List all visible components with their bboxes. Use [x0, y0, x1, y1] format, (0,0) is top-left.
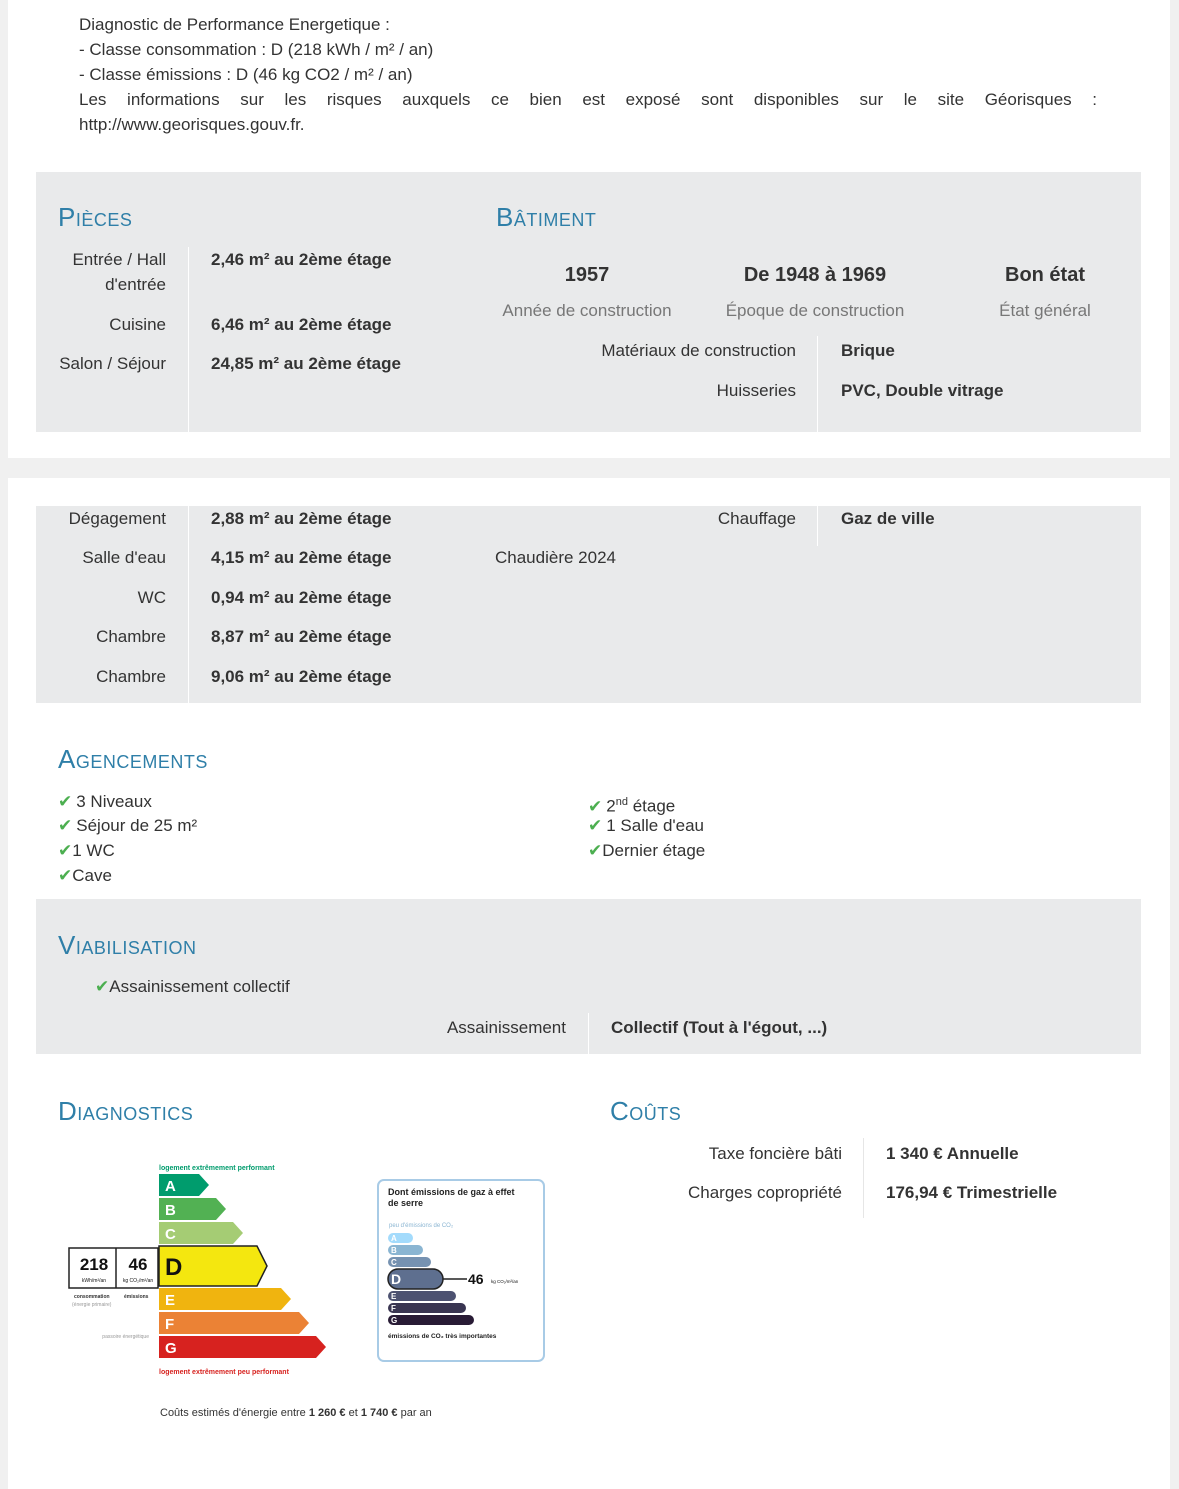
pieces-divider [188, 247, 189, 432]
diagnostics-title: Diagnostics [58, 1096, 194, 1126]
ges-title: Dont émissions de gaz à effet de serre [388, 1187, 515, 1208]
ges-unit: kg CO₂/m²/an [491, 1279, 519, 1284]
room-value: 2,46 m² au 2ème étage [211, 250, 392, 269]
room-value: 2,88 m² au 2ème étage [211, 509, 392, 528]
check-icon: ✔ [58, 866, 73, 885]
dpe-bar-letter: G [165, 1340, 177, 1357]
dpe-bars [159, 1174, 326, 1358]
feature-item: ✔ 3 Niveaux [58, 792, 152, 811]
check-icon: ✔ [58, 841, 73, 860]
general-condition: Bon état [1005, 264, 1085, 286]
materials-value: Brique [841, 341, 895, 360]
ges-bottom-label: émissions de CO₂ très importantes [388, 1333, 497, 1340]
ges-value: 46 [468, 1271, 484, 1287]
ges-bar-letter: D [391, 1271, 402, 1287]
dpe-bar-e [159, 1288, 291, 1310]
room-value: 24,85 m² au 2ème étage [211, 354, 401, 373]
materials-label: Matériaux de construction [601, 341, 796, 360]
dpe-emission-value: 46 [128, 1255, 148, 1274]
dpe-bar-letter: E [165, 1292, 176, 1309]
dpe-bar-letter: C [165, 1226, 176, 1243]
ges-bar-letter: E [391, 1292, 397, 1301]
check-icon: ✔ [58, 816, 73, 835]
feature-item: ✔ 1 Salle d'eau [588, 816, 705, 835]
sanitation-label: Assainissement [446, 1018, 566, 1037]
batiment-divider [817, 506, 818, 546]
condo-charges-label: Charges copropriété [687, 1183, 842, 1202]
ges-bar-letter: C [391, 1258, 397, 1267]
construction-period: De 1948 à 1969 [743, 264, 887, 286]
couts-title: Coûts [610, 1096, 682, 1126]
energy-cost-estimate: Coûts estimés d'énergie entre 1 260 € et 1 740 € par an [160, 1407, 432, 1419]
check-icon: ✔ [588, 816, 603, 835]
room-value: 4,15 m² au 2ème étage [211, 548, 392, 567]
boiler-note: Chaudière 2024 [495, 548, 616, 567]
ges-top-label: peu d'émissions de CO₂ [389, 1223, 454, 1229]
dpe-passoire: passoire énergétique [102, 1334, 149, 1340]
ges-bar-f [388, 1303, 466, 1313]
georisques-link[interactable]: http://www.georisques.gouv.fr. [79, 115, 305, 134]
dpe-conso-value: 218 [79, 1255, 109, 1274]
room-value: 6,46 m² au 2ème étage [211, 315, 392, 334]
general-condition-label: État général [999, 301, 1091, 320]
intro-line: - Classe consommation : D (218 kWh / m² / an) [79, 40, 434, 59]
feature-item: ✔ Séjour de 25 m² [58, 816, 198, 835]
ges-bar-letter: A [391, 1234, 397, 1243]
windows-value: PVC, Double vitrage [841, 381, 1004, 400]
heating-value: Gaz de ville [841, 509, 935, 528]
room-label: Dégagement [68, 509, 166, 528]
batiment-divider [817, 336, 818, 432]
pieces-title: Pièces [58, 202, 133, 232]
dpe-bar-f [159, 1312, 309, 1334]
sanitation-value: Collectif (Tout à l'égout, ...) [611, 1018, 828, 1037]
condo-charges-value: 176,94 € Trimestrielle [886, 1183, 1058, 1202]
ges-bar-g [388, 1315, 474, 1325]
room-value: 0,94 m² au 2ème étage [211, 588, 392, 607]
construction-period-label: Époque de construction [725, 301, 905, 320]
dpe-top-label: logement extrêmement performant [159, 1165, 275, 1172]
pieces-batiment-panel-continued [36, 506, 1141, 703]
check-icon: ✔ [95, 977, 110, 996]
room-label: Chambre [96, 627, 166, 646]
room-value: 9,06 m² au 2ème étage [211, 667, 392, 686]
viabilisation-title: Viabilisation [58, 930, 197, 960]
dpe-bar-letter: F [165, 1316, 175, 1333]
dpe-bar-letter: D [165, 1254, 183, 1281]
check-icon: ✔ [588, 841, 603, 860]
feature-item: ✔1 WC [58, 841, 115, 860]
room-label: Salle d'eau [82, 548, 166, 567]
dpe-conso-unit: kWh/m²/an [81, 1278, 107, 1284]
intro-line: Les informations sur les risques auxquels ce bien est exposé sont disponibles sur le site Géorisques : [79, 90, 1097, 109]
room-label: Cuisine [109, 315, 166, 334]
dpe-bar-letter: A [165, 1178, 176, 1195]
property-tax-label: Taxe foncière bâti [708, 1144, 842, 1163]
check-icon: ✔ [588, 796, 603, 816]
room-label: Salon / Séjour [59, 354, 166, 373]
dpe-intro-text [79, 12, 1097, 137]
ges-emission-label [377, 1179, 547, 1364]
ges-bar-letter: F [391, 1304, 396, 1313]
heating-label: Chauffage [717, 509, 796, 528]
dpe-emission-caption: émissions [124, 1294, 149, 1300]
check-icon: ✔ [58, 792, 73, 811]
ges-bar-letter: G [391, 1316, 398, 1325]
room-value: 8,87 m² au 2ème étage [211, 627, 392, 646]
ges-bar-letter: B [391, 1246, 397, 1255]
dpe-energy-label [60, 1158, 350, 1380]
room-label: Entrée / Hall d'entrée [72, 250, 166, 294]
dpe-bar-letter: B [165, 1202, 176, 1219]
windows-label: Huisseries [716, 381, 796, 400]
agencements-title: Agencements [58, 744, 208, 774]
construction-year-label: Année de construction [502, 301, 672, 320]
feature-item: ✔Assainissement collectif [95, 977, 290, 996]
room-label: WC [137, 588, 166, 607]
feature-item: ✔Dernier étage [588, 841, 706, 860]
intro-line: - Classe émissions : D (46 kg CO2 / m² / an) [79, 65, 413, 84]
pieces-divider [188, 506, 189, 703]
couts-divider [863, 1138, 864, 1218]
construction-year: 1957 [564, 264, 610, 286]
feature-item: ✔ 2nd étage [588, 796, 676, 816]
property-tax-value: 1 340 € Annuelle [886, 1144, 1019, 1163]
intro-line: Diagnostic de Performance Energetique : [79, 15, 390, 34]
dpe-bottom-label: logement extrêmement peu performant [159, 1369, 289, 1376]
batiment-title: Bâtiment [496, 202, 597, 232]
dpe-bar-g [159, 1336, 326, 1358]
dpe-conso-sub: (énergie primaire) [72, 1302, 112, 1308]
dpe-conso-caption: consommation [74, 1294, 110, 1300]
feature-item: ✔Cave [58, 866, 112, 885]
ges-bar-e [388, 1291, 456, 1301]
room-label: Chambre [96, 667, 166, 686]
viabilisation-divider [588, 1013, 589, 1054]
dpe-emission-unit: kg CO₂/m²/an [122, 1278, 154, 1284]
